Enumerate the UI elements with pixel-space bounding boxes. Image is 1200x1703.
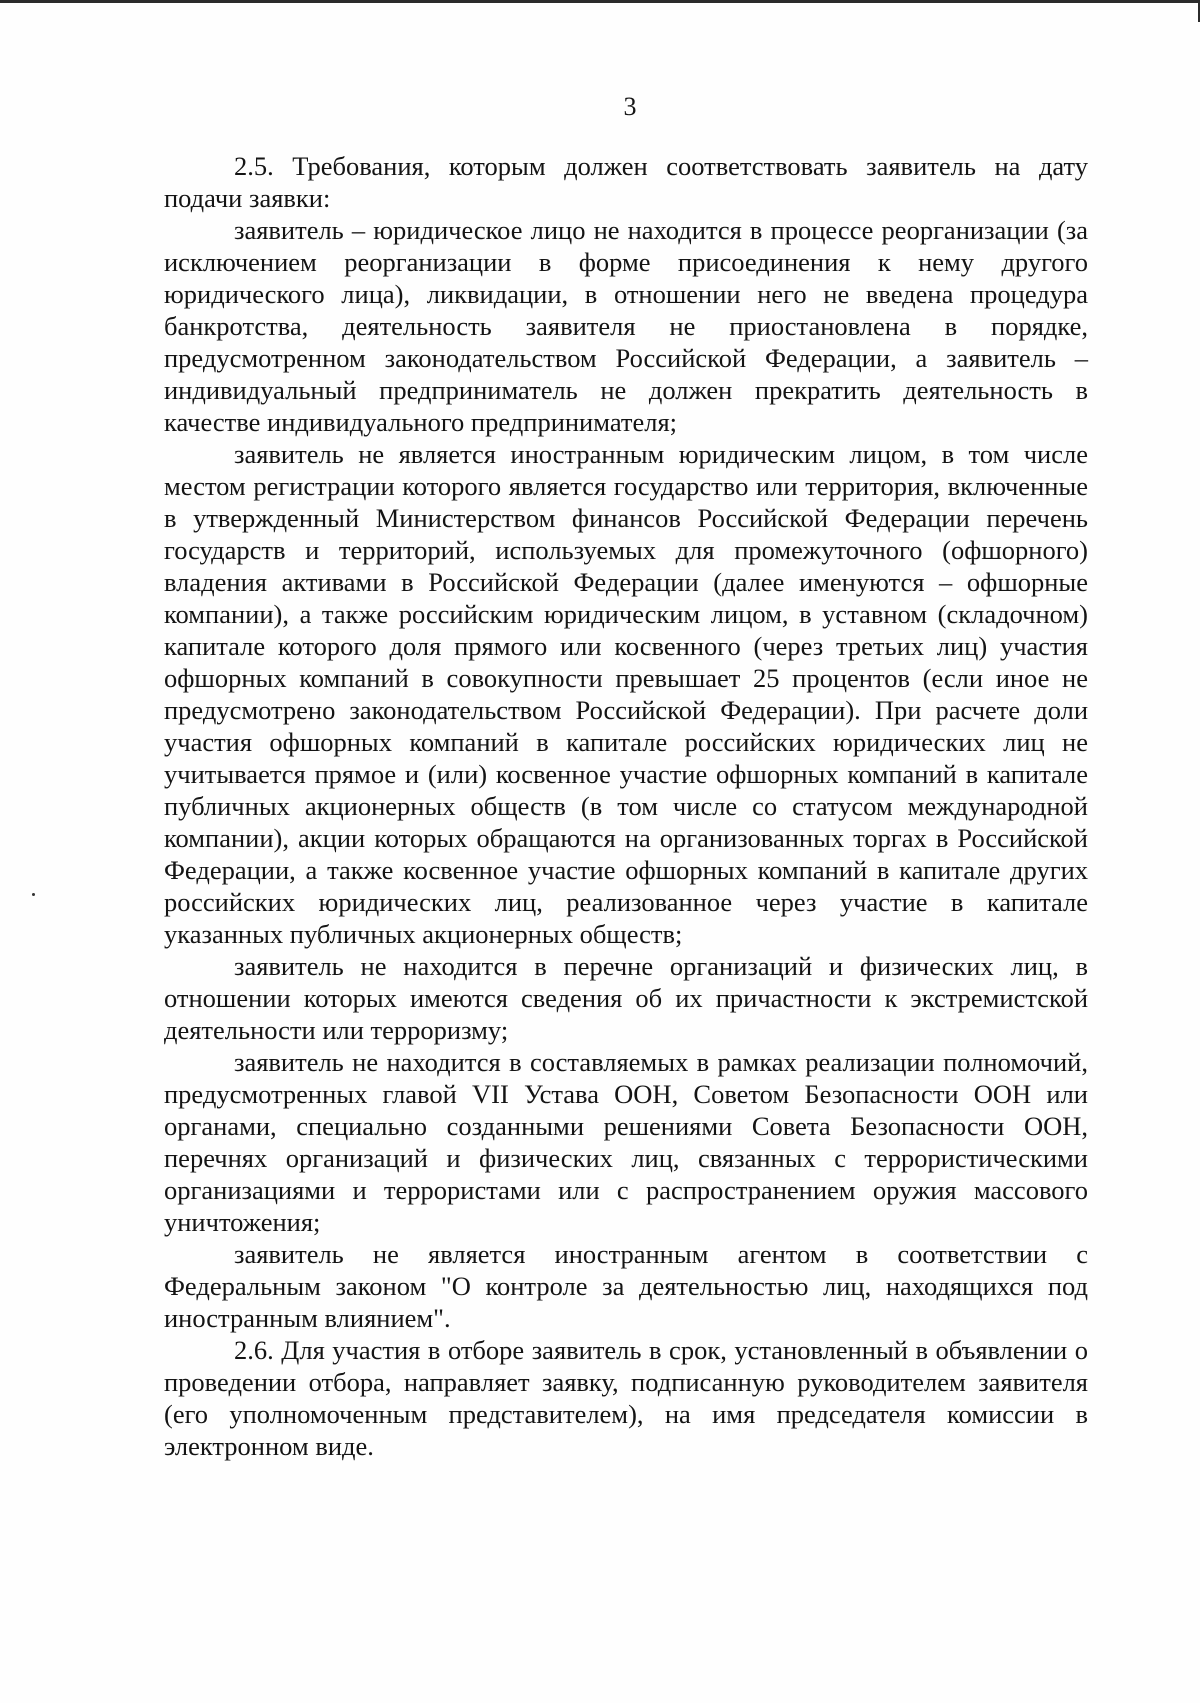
scan-border-top — [0, 0, 1200, 3]
page-number: 3 — [623, 92, 637, 121]
paragraph-un-sanctions-requirement: заявитель не находится в составляемых в рамках реализации полномочий, предусмотренных главой VII Устава ООН, Советом Безопасности ООН или органами, специально созданными решениями Совета Безопасности ООН, перечнях организаций и физических лиц, связанных с террористическими организациями и террористами или с распространением оружия массового уничтожения; — [164, 1047, 1088, 1237]
paragraph-reorganization-requirement: заявитель – юридическое лицо не находится в процессе реорганизации (за исключением реорганизации в форме присоединения к нему другого юридического лица), ликвидации, в отношении него не введена процедура банкротства, деятельность заявителя не приостановлена в порядке, предусмотренном законодательством Российской Федерации, а заявитель – индивидуальный предприниматель не должен прекратить деятельность в качестве индивидуального предпринимателя; — [164, 215, 1088, 437]
paragraph-2-6-application: 2.6. Для участия в отборе заявитель в срок, установленный в объявлении о проведении отбора, направляет заявку, подписанную руководителем заявителя (его уполномоченным представителем), на имя председателя комиссии в электронном виде. — [164, 1335, 1088, 1461]
paragraph-extremism-requirement: заявитель не находится в перечне организаций и физических лиц, в отношении которых имеются сведения об их причастности к экстремистской деятельности или терроризму; — [164, 951, 1088, 1045]
paragraph-offshore-requirement: заявитель не является иностранным юридическим лицом, в том числе местом регистрации которого является государство или территория, включенные в утвержденный Министерством финансов Российской Федерации перечень государств и территорий, используемых для промежуточного (офшорного) владения активами в Российской Федерации (далее именуются – офшорные компании), а также российским юридическим лицом, в уставном (складочном) капитале которого доля прямого или косвенного (через третьих лиц) участия офшорных компаний в совокупности превышает 25 процентов (если иное не предусмотрено законодательством Российской Федерации). При расчете доли участия офшорных компаний в капитале российских юридических лиц не учитывается прямое и (или) косвенное участие офшорных компаний в капитале публичных акционерных обществ (в том числе со статусом международной компании), акции которых обращаются на организованных торгах в Российской Федерации, а также косвенное участие офшорных компаний в капитале других российских юридических лиц, реализованное через участие в капитале указанных публичных акционерных обществ; — [164, 439, 1088, 949]
scan-speck — [32, 893, 35, 896]
document-body — [164, 150, 1088, 1462]
paragraph-2-5-heading: 2.5. Требования, которым должен соответствовать заявитель на дату подачи заявки: — [164, 151, 1088, 213]
paragraph-foreign-agent-requirement: заявитель не является иностранным агентом в соответствии с Федеральным законом "О контроле за деятельностью лиц, находящихся под иностранным влиянием". — [164, 1239, 1088, 1333]
